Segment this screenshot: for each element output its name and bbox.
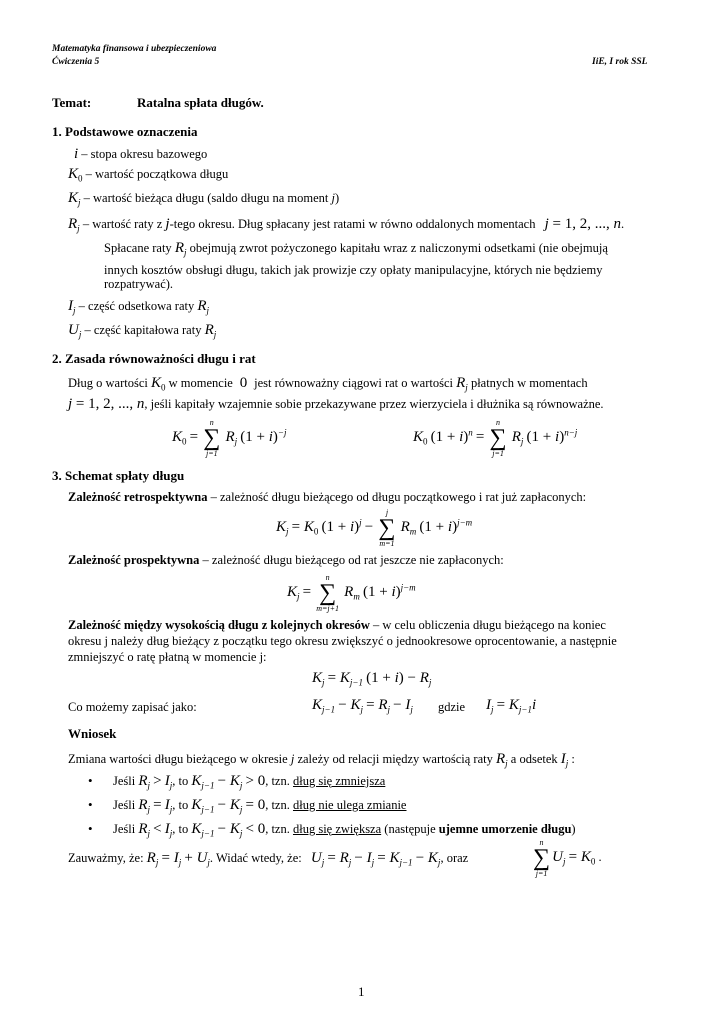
bullet-2: Jeśli $R_j = I_j$, to $K_{j-1} - K_j = 0$, tzn. dług nie ulega zmianie xyxy=(113,797,407,815)
formula-difference: $K_{j-1} - K_j = R_j - I_j$ xyxy=(312,697,413,715)
retro-description: Zależność retrospektywna – zależność długu bieżącego od długu początkowego i rat już zapłaconych: xyxy=(68,490,587,504)
header-group: IiE, I rok SSL xyxy=(592,57,648,67)
def-i: i – stopa okresu bazowego xyxy=(74,146,208,162)
topic-title: Ratalna spłata długów. xyxy=(137,95,264,110)
def-kj: $K_j$ – wartość bieżąca długu (saldo długu na moment j) xyxy=(68,190,340,208)
wniosek-text: Zmiana wartości długu bieżącego w okresie j zależy od relacji między wartością raty $R_j$ a odsetek $I_j$ : xyxy=(68,751,575,769)
relation-description-1: Zależność między wysokością długu z kolejnych okresów – w celu obliczenia długu bieżącego na koniec xyxy=(68,618,606,632)
formula-equivalence-2: $K_0$ $(1 + i)^n$ = n ∑ j=1 $R_j$ $(1 + i)^{n-j}$ xyxy=(413,418,578,458)
def-rj-explanation: Spłacane raty $R_j$ obejmują zwrot pożyczonego kapitału wraz z naliczonymi odsetkami (nie obejmują xyxy=(104,240,608,258)
zauwazmy-line: Zauważmy, że: $R_j = I_j + U_j$. Widać wtedy, że: $U_j = R_j - I_j = K_{j-1} - K_j$, oraz xyxy=(68,850,469,868)
def-k0: $K_0$ – wartość początkowa długu xyxy=(68,166,229,184)
formula-retrospective: $K_j = K_0$ $(1 + i)^j$ − j ∑ m=1 $R_m$ $(1 + i)^{j-m}$ xyxy=(276,508,473,548)
bullet-3-dot: • xyxy=(88,821,93,836)
section2-heading: 2. Zasada równoważności długu i rat xyxy=(52,351,256,366)
gdzie-label: gdzie xyxy=(438,700,466,714)
def-ij: $I_j$ – część odsetkowa raty $R_j$ xyxy=(68,298,210,316)
def-rj-explanation-2: innych kosztów obsługi długu, takich jak prowizje czy opłaty manipulacyjne, których nie będziemy xyxy=(104,263,603,277)
formula-interest: $I_j = K_{j-1}i$ xyxy=(486,697,537,715)
formula-prospective: $K_j$ = n ∑ m=j+1 $R_m$ $(1 + i)^{j-m}$ xyxy=(287,573,416,613)
header-course: Matematyka finansowa i ubezpieczeniowa xyxy=(52,44,217,54)
section3-heading: 3. Schemat spłaty długu xyxy=(52,468,185,483)
section2-text-1: Dług o wartości $K_0$ w momencie 0 jest równoważny ciągowi rat o wartości $R_j$ płatnych w momentach xyxy=(68,375,588,393)
relation-description-3: zmniejszyć o ratę płatną w momencie j: xyxy=(68,650,267,664)
formula-equivalence-1: $K_0$ = n ∑ j=1 $R_j$ $(1 + i)^{-j}$ xyxy=(172,418,287,458)
relation-description-2: okresu j należy dług bieżący z początku tego okresu zwiększyć o jednookresowe oprocentowanie, a następnie xyxy=(68,634,617,648)
bullet-1-dot: • xyxy=(88,773,93,788)
section1-heading: 1. Podstawowe oznaczenia xyxy=(52,124,198,139)
bullet-1: Jeśli $R_j > I_j$, to $K_{j-1} - K_j > 0$, tzn. dług się zmniejsza xyxy=(113,773,386,791)
def-rj: $R_j$ – wartość raty z j-tego okresu. Dług spłacany jest ratami w równo oddalonych momentach j = 1, 2, ..., n. xyxy=(68,216,625,234)
co-mozemy-label: Co możemy zapisać jako: xyxy=(68,700,197,714)
bullet-3: Jeśli $R_j < I_j$, to $K_{j-1} - K_j < 0$, tzn. dług się zwiększa (następuje ujemne umorzenie długu) xyxy=(113,821,576,839)
wniosek-heading: Wniosek xyxy=(68,726,117,741)
formula-recurrence: $K_j = K_{j-1}$ $(1 + i) - R_j$ xyxy=(312,670,432,688)
topic-label: Temat: xyxy=(52,95,92,110)
page-number: 1 xyxy=(358,984,365,999)
def-uj: $U_j$ – część kapitałowa raty $R_j$ xyxy=(68,322,217,340)
prosp-description: Zależność prospektywna – zależność długu bieżącego od rat jeszcze nie zapłaconych: xyxy=(68,553,504,567)
def-rj-explanation-3: rozpatrywać). xyxy=(104,277,174,291)
bullet-2-dot: • xyxy=(88,797,93,812)
formula-sum-u: n ∑ j=1 $U_j = K_0$ . xyxy=(533,838,602,878)
header-exercise: Ćwiczenia 5 xyxy=(52,57,100,67)
section2-text-2: j = 1, 2, ..., n, jeśli kapitały wzajemnie sobie przekazywane przez wierzyciela i dłużnika są równoważne. xyxy=(68,396,604,412)
